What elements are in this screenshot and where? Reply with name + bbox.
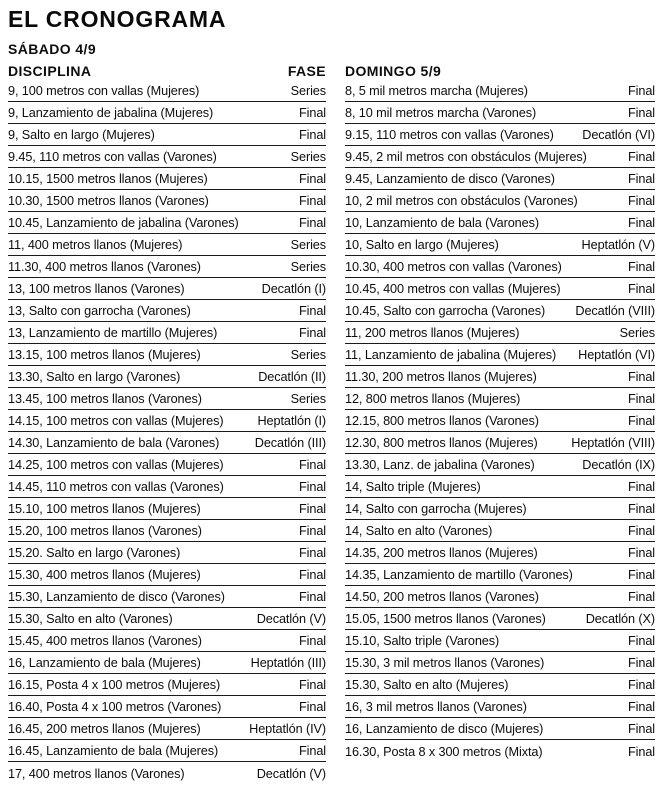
- phase-column-header: FASE: [287, 63, 326, 79]
- schedule-row: [8, 564, 326, 586]
- phase-label: Decatlón (II): [258, 370, 326, 384]
- event-label: 13.15, 100 metros llanos (Mujeres): [8, 348, 201, 362]
- schedule-row: [345, 344, 655, 366]
- phase-label: Heptatlón (V): [581, 238, 655, 252]
- phase-label: Decatlón (X): [585, 612, 655, 626]
- schedule-row: [8, 718, 326, 740]
- phase-label: Decatlón (V): [256, 612, 326, 626]
- event-label: 16, Lanzamiento de bala (Mujeres): [8, 656, 201, 670]
- phase-label: Final: [628, 480, 655, 494]
- phase-label: Final: [628, 84, 655, 98]
- phase-label: Final: [628, 656, 655, 670]
- phase-label: Decatlón (VIII): [575, 304, 655, 318]
- event-label: 10.45, Salto con garrocha (Varones): [345, 304, 546, 318]
- schedule-columns: [8, 31, 655, 784]
- event-label: 13.45, 100 metros llanos (Varones): [8, 392, 202, 406]
- schedule-row: [8, 234, 326, 256]
- event-label: 10, Salto en largo (Mujeres): [345, 238, 499, 252]
- phase-label: Final: [628, 260, 655, 274]
- event-label: 14, Salto en alto (Varones): [345, 524, 493, 538]
- phase-label: Decatlón (V): [256, 767, 326, 781]
- event-label: 15.30, Lanzamiento de disco (Varones): [8, 590, 225, 604]
- schedule-row: [345, 256, 655, 278]
- schedule-row: [8, 344, 326, 366]
- discipline-column-header: DISCIPLINA: [8, 63, 92, 79]
- event-label: 8, 10 mil metros marcha (Varones): [345, 106, 537, 120]
- event-label: 16, Lanzamiento de disco (Mujeres): [345, 722, 544, 736]
- sunday-column: [345, 31, 655, 784]
- event-label: 9.45, Lanzamiento de disco (Varones): [345, 172, 555, 186]
- phase-label: Heptatlón (I): [257, 414, 326, 428]
- event-label: 10, 2 mil metros con obstáculos (Varones): [345, 194, 578, 208]
- phase-label: Final: [299, 458, 326, 472]
- event-label: 10.30, 400 metros con vallas (Varones): [345, 260, 562, 274]
- event-label: 9.15, 110 metros con vallas (Varones): [345, 128, 554, 142]
- schedule-row: [8, 762, 326, 784]
- event-label: 15.20, 100 metros llanos (Varones): [8, 524, 202, 538]
- schedule-row: [8, 498, 326, 520]
- schedule-row: [8, 454, 326, 476]
- schedule-row: [345, 234, 655, 256]
- event-label: 16.15, Posta 4 x 100 metros (Mujeres): [8, 678, 221, 692]
- event-label: 11, 400 metros llanos (Mujeres): [8, 238, 183, 252]
- event-label: 14.45, 110 metros con vallas (Varones): [8, 480, 224, 494]
- schedule-row: [345, 388, 655, 410]
- saturday-day-label: SÁBADO 4/9: [8, 41, 97, 57]
- event-label: 14.35, 200 metros llanos (Mujeres): [345, 546, 538, 560]
- schedule-row: [8, 520, 326, 542]
- event-label: 16, 3 mil metros llanos (Varones): [345, 700, 527, 714]
- phase-label: Final: [299, 502, 326, 516]
- schedule-row: [345, 168, 655, 190]
- phase-label: Series: [290, 260, 326, 274]
- event-label: 10, Lanzamiento de bala (Varones): [345, 216, 539, 230]
- schedule-row: [345, 476, 655, 498]
- phase-label: Final: [628, 282, 655, 296]
- phase-label: Heptatlón (VI): [578, 348, 655, 362]
- phase-label: Final: [628, 172, 655, 186]
- phase-label: Final: [628, 216, 655, 230]
- event-label: 15.30, Salto en alto (Mujeres): [345, 678, 509, 692]
- schedule-row: [345, 124, 655, 146]
- event-label: 13.30, Salto en largo (Varones): [8, 370, 181, 384]
- phase-label: Final: [628, 194, 655, 208]
- phase-label: Final: [628, 546, 655, 560]
- phase-label: Series: [290, 348, 326, 362]
- schedule-row: [345, 454, 655, 476]
- schedule-row: [8, 322, 326, 344]
- schedule-row: [345, 410, 655, 432]
- saturday-rows: [8, 80, 326, 784]
- phase-label: Final: [299, 700, 326, 714]
- schedule-row: [345, 432, 655, 454]
- schedule-row: [8, 432, 326, 454]
- schedule-row: [345, 586, 655, 608]
- phase-label: Final: [628, 700, 655, 714]
- phase-label: Final: [299, 216, 326, 230]
- event-label: 11, Lanzamiento de jabalina (Mujeres): [345, 348, 557, 362]
- event-label: 15.30, 400 metros llanos (Mujeres): [8, 568, 201, 582]
- phase-label: Final: [628, 524, 655, 538]
- phase-label: Heptatlón (III): [250, 656, 326, 670]
- phase-label: Final: [628, 414, 655, 428]
- event-label: 15.05, 1500 metros llanos (Varones): [345, 612, 546, 626]
- schedule-row: [8, 168, 326, 190]
- schedule-row: [8, 696, 326, 718]
- phase-label: Final: [628, 722, 655, 736]
- event-label: 15.10, Salto triple (Varones): [345, 634, 500, 648]
- schedule-row: [345, 366, 655, 388]
- phase-label: Final: [299, 194, 326, 208]
- schedule-row: [8, 256, 326, 278]
- phase-label: Final: [299, 326, 326, 340]
- phase-label: Series: [619, 326, 655, 340]
- phase-label: Decatlón (III): [254, 436, 326, 450]
- event-label: 12.15, 800 metros llanos (Varones): [345, 414, 539, 428]
- phase-label: Final: [299, 304, 326, 318]
- schedule-row: [8, 300, 326, 322]
- phase-label: Final: [299, 744, 326, 758]
- phase-label: Final: [299, 128, 326, 142]
- phase-label: Final: [628, 634, 655, 648]
- phase-label: Final: [299, 568, 326, 582]
- schedule-row: [345, 146, 655, 168]
- phase-label: Final: [628, 392, 655, 406]
- schedule-row: [8, 278, 326, 300]
- sunday-day-label: DOMINGO 5/9: [345, 63, 442, 79]
- schedule-row: [345, 278, 655, 300]
- phase-label: Final: [628, 590, 655, 604]
- event-label: 15.30, Salto en alto (Varones): [8, 612, 173, 626]
- event-label: 14, Salto con garrocha (Mujeres): [345, 502, 527, 516]
- phase-label: Final: [628, 678, 655, 692]
- schedule-row: [345, 542, 655, 564]
- schedule-row: [8, 542, 326, 564]
- schedule-row: [345, 102, 655, 124]
- phase-label: Series: [290, 392, 326, 406]
- event-label: 8, 5 mil metros marcha (Mujeres): [345, 84, 528, 98]
- schedule-row: [345, 652, 655, 674]
- schedule-row: [8, 146, 326, 168]
- schedule-row: [345, 300, 655, 322]
- event-label: 12, 800 metros llanos (Mujeres): [345, 392, 521, 406]
- event-label: 9.45, 2 mil metros con obstáculos (Mujeres): [345, 150, 587, 164]
- schedule-row: [8, 652, 326, 674]
- event-label: 13, Salto con garrocha (Varones): [8, 304, 191, 318]
- phase-label: Decatlón (I): [261, 282, 326, 296]
- schedule-row: [345, 520, 655, 542]
- schedule-row: [345, 718, 655, 740]
- sunday-rows: [345, 80, 655, 762]
- phase-label: Series: [290, 84, 326, 98]
- event-label: 16.45, Lanzamiento de bala (Mujeres): [8, 744, 219, 758]
- event-label: 10.30, 1500 metros llanos (Varones): [8, 194, 209, 208]
- schedule-row: [345, 608, 655, 630]
- schedule-row: [8, 476, 326, 498]
- phase-label: Decatlón (IX): [582, 458, 655, 472]
- event-label: 10.15, 1500 metros llanos (Mujeres): [8, 172, 208, 186]
- event-label: 13.30, Lanz. de jabalina (Varones): [345, 458, 535, 472]
- schedule-row: [8, 212, 326, 234]
- schedule-row: [8, 102, 326, 124]
- phase-label: Final: [299, 106, 326, 120]
- phase-label: Series: [290, 150, 326, 164]
- event-label: 9.45, 110 metros con vallas (Varones): [8, 150, 217, 164]
- phase-label: Heptatlón (IV): [249, 722, 326, 736]
- saturday-header-area: [8, 31, 326, 80]
- phase-label: Heptatlón (VIII): [571, 436, 655, 450]
- event-label: 9, Lanzamiento de jabalina (Mujeres): [8, 106, 214, 120]
- event-label: 10.45, 400 metros con vallas (Mujeres): [345, 282, 561, 296]
- schedule-row: [8, 388, 326, 410]
- event-label: 16.30, Posta 8 x 300 metros (Mixta): [345, 745, 543, 759]
- schedule-row: [8, 608, 326, 630]
- schedule-row: [345, 322, 655, 344]
- event-label: 15.30, 3 mil metros llanos (Varones): [345, 656, 545, 670]
- schedule-row: [8, 366, 326, 388]
- schedule-row: [8, 586, 326, 608]
- phase-label: Series: [290, 238, 326, 252]
- event-label: 13, Lanzamiento de martillo (Mujeres): [8, 326, 218, 340]
- event-label: 15.45, 400 metros llanos (Varones): [8, 634, 202, 648]
- schedule-row: [345, 498, 655, 520]
- phase-label: Final: [299, 546, 326, 560]
- phase-label: Final: [628, 106, 655, 120]
- phase-label: Final: [299, 172, 326, 186]
- event-label: 14.30, Lanzamiento de bala (Varones): [8, 436, 220, 450]
- phase-label: Final: [299, 634, 326, 648]
- phase-label: Final: [628, 150, 655, 164]
- schedule-row: [8, 740, 326, 762]
- event-label: 14.35, Lanzamiento de martillo (Varones): [345, 568, 573, 582]
- event-label: 15.20. Salto en largo (Varones): [8, 546, 181, 560]
- phase-label: Final: [299, 480, 326, 494]
- event-label: 17, 400 metros llanos (Varones): [8, 767, 185, 781]
- event-label: 14, Salto triple (Mujeres): [345, 480, 481, 494]
- schedule-row: [8, 630, 326, 652]
- phase-label: Final: [299, 524, 326, 538]
- schedule-page: [0, 7, 662, 797]
- event-label: 12.30, 800 metros llanos (Mujeres): [345, 436, 538, 450]
- event-label: 11.30, 200 metros llanos (Mujeres): [345, 370, 537, 384]
- phase-label: Final: [628, 568, 655, 582]
- event-label: 14.25, 100 metros con vallas (Mujeres): [8, 458, 224, 472]
- phase-label: Final: [299, 590, 326, 604]
- event-label: 16.40, Posta 4 x 100 metros (Varones): [8, 700, 222, 714]
- event-label: 10.45, Lanzamiento de jabalina (Varones): [8, 216, 239, 230]
- event-label: 13, 100 metros llanos (Varones): [8, 282, 185, 296]
- schedule-row: [345, 696, 655, 718]
- page-title: EL CRONOGRAMA: [8, 6, 227, 32]
- schedule-row: [345, 740, 655, 762]
- schedule-row: [345, 564, 655, 586]
- event-label: 11.30, 400 metros llanos (Varones): [8, 260, 201, 274]
- phase-label: Decatlón (VI): [582, 128, 655, 142]
- event-label: 9, Salto en largo (Mujeres): [8, 128, 155, 142]
- event-label: 9, 100 metros con vallas (Mujeres): [8, 84, 200, 98]
- schedule-row: [345, 190, 655, 212]
- phase-label: Final: [628, 745, 655, 759]
- schedule-row: [345, 80, 655, 102]
- phase-label: Final: [299, 678, 326, 692]
- schedule-row: [8, 410, 326, 432]
- event-label: 14.50, 200 metros llanos (Varones): [345, 590, 539, 604]
- event-label: 11, 200 metros llanos (Mujeres): [345, 326, 520, 340]
- phase-label: Final: [628, 370, 655, 384]
- event-label: 14.15, 100 metros con vallas (Mujeres): [8, 414, 224, 428]
- event-label: 16.45, 200 metros llanos (Mujeres): [8, 722, 201, 736]
- saturday-column: [8, 31, 326, 784]
- saturday-column-headers: [8, 63, 326, 80]
- event-label: 15.10, 100 metros llanos (Mujeres): [8, 502, 201, 516]
- phase-label: Final: [628, 502, 655, 516]
- schedule-row: [345, 630, 655, 652]
- schedule-row: [8, 124, 326, 146]
- sunday-header-area: [345, 31, 655, 80]
- schedule-row: [8, 674, 326, 696]
- schedule-row: [345, 674, 655, 696]
- schedule-row: [8, 80, 326, 102]
- schedule-row: [8, 190, 326, 212]
- schedule-row: [345, 212, 655, 234]
